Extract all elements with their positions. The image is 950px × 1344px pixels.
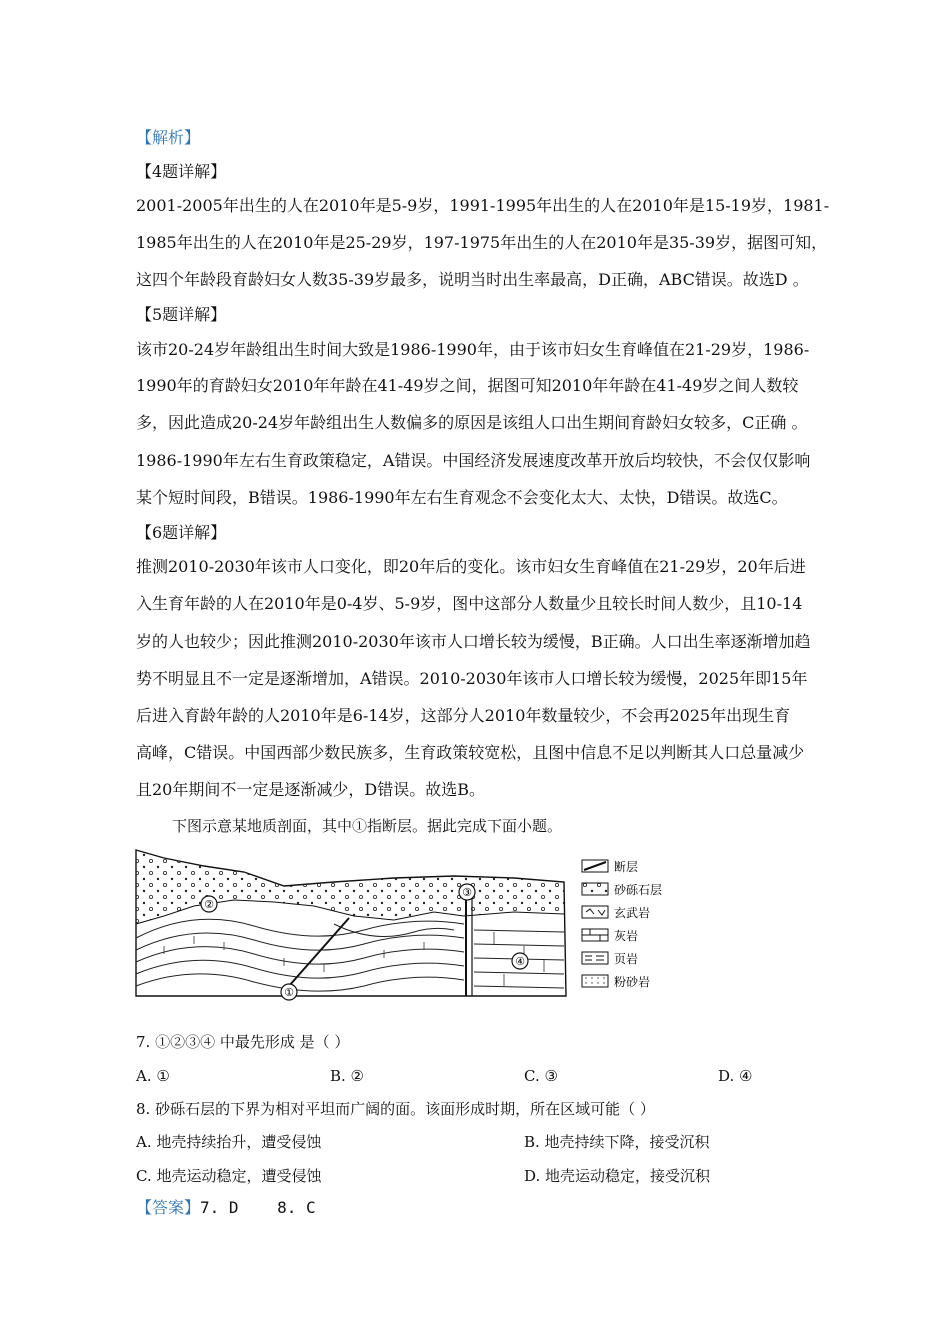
q6-line-3: 岁的人也较少；因此推测2010-2030年该市人口增长较为缓慢，B正确。人口出生率逐渐增加趋: [136, 632, 811, 651]
figure-intro: 下图示意某地质剖面，其中①指断层。据此完成下面小题。: [172, 817, 563, 835]
q8-option-d: D. 地壳运动稳定，接受沉积: [524, 1167, 711, 1185]
marker-1: [281, 984, 297, 1000]
q6-line-1: 推测2010-2030年该市人口变化，即20年后的变化。该市妇女生育峰值在21-29岁，20年后进: [136, 557, 806, 576]
answer-text: 7. D 8. C: [200, 1198, 316, 1217]
q6-header: 【6题详解】: [136, 523, 227, 542]
svg-text:断层: 断层: [614, 860, 639, 874]
svg-text:④: ④: [515, 955, 525, 968]
svg-text:灰岩: 灰岩: [614, 929, 639, 943]
q5-line-5: 某个短时间段，B错误。1986-1990年左右生育观念不会变化太大、太快，D错误。故选C。: [136, 488, 788, 507]
q5-line-4: 1986-1990年左右生育政策稳定，A错误。中国经济发展速度改革开放后均较快，不会仅仅影响: [136, 451, 811, 470]
q4-header: 【4题详解】: [136, 162, 227, 181]
q8-option-c: C. 地壳运动稳定，遭受侵蚀: [136, 1167, 322, 1185]
svg-text:玄武岩: 玄武岩: [614, 906, 651, 920]
answer-line: [136, 1198, 826, 1218]
q6-line-2: 入生育年龄的人在2010年是0-4岁、5-9岁，图中这部分人数量少且较长时间人数少，且10-14: [136, 594, 803, 613]
q7-option-c: C. ③: [524, 1067, 558, 1085]
q8-option-a: A. 地壳持续抬升，遭受侵蚀: [136, 1133, 322, 1151]
answer-label: 【答案】: [136, 1198, 201, 1217]
marker-2: [201, 896, 217, 912]
legend-shale: [582, 951, 638, 966]
svg-text:③: ③: [462, 886, 472, 899]
q4-line-2: 1985年出生的人在2010年是25-29岁，197-1975年出生的人在2010年是35-39岁，据图可知，: [136, 233, 828, 252]
legend-limestone: [582, 928, 638, 943]
q7-option-b: B. ②: [330, 1067, 365, 1085]
q8-option-b: B. 地壳持续下降，接受沉积: [524, 1133, 710, 1151]
q7-stem: 7. ①②③④ 中最先形成 是（ ）: [136, 1033, 350, 1051]
analysis-label: 【解析】: [136, 128, 201, 147]
q4-line-1: 2001-2005年出生的人在2010年是5-9岁，1991-1995年出生的人在2010年是15-19岁，1981-: [136, 196, 830, 215]
q5-line-2: 1990年的育龄妇女2010年年龄在41-49岁之间，据图可知2010年年龄在41-49岁之间人数较: [136, 376, 799, 395]
marker-3: [459, 884, 475, 900]
figure-legend: [582, 859, 662, 989]
q7-option-a: A. ①: [136, 1067, 170, 1085]
q5-line-3: 多，因此造成20-24岁年龄组出生人数偏多的原因是该组人口出生期间育龄妇女较多，C正确 。: [136, 413, 808, 432]
section-body: [136, 850, 566, 996]
legend-siltstone: [582, 974, 650, 989]
marker-4: [512, 953, 528, 969]
q7-option-d: D. ④: [718, 1067, 753, 1085]
svg-text:页岩: 页岩: [614, 952, 639, 966]
q8-stem: 8. 砂砾石层的下界为相对平坦而广阔的面。该面形成时期，所在区域可能（ ）: [136, 1100, 655, 1118]
legend-gravel: [582, 882, 662, 897]
q4-line-3: 这四个年龄段育龄妇女人数35-39岁最多，说明当时出生率最高，D正确，ABC错误。故选D 。: [136, 270, 809, 289]
svg-text:①: ①: [284, 986, 294, 999]
q6-line-7: 且20年期间不一定是逐渐减少，D错误。故选B。: [136, 780, 485, 799]
q5-line-1: 该市20-24岁年龄组出生时间大致是1986-1990年，由于该市妇女生育峰值在21-29岁，1986-: [136, 340, 810, 359]
q6-line-6: 高峰，C错误。中国西部少数民族多，生育政策较宽松，且图中信息不足以判断其人口总量减少: [136, 743, 805, 762]
q6-line-5: 后进入育龄年龄的人2010年是6-14岁，这部分人2010年数量较少，不会再2025年出现生育: [136, 706, 791, 725]
svg-text:粉砂岩: 粉砂岩: [614, 975, 651, 989]
legend-fault: [582, 859, 638, 874]
legend-basalt: [582, 905, 650, 920]
svg-text:②: ②: [204, 898, 214, 911]
q6-line-4: 势不明显且不一定是逐渐增加，A错误。2010-2030年该市人口增长较为缓慢，2025年即15年: [136, 669, 808, 688]
q5-header: 【5题详解】: [136, 305, 227, 324]
svg-text:砂砾石层: 砂砾石层: [614, 883, 663, 897]
geologic-section-figure: [134, 846, 674, 1004]
